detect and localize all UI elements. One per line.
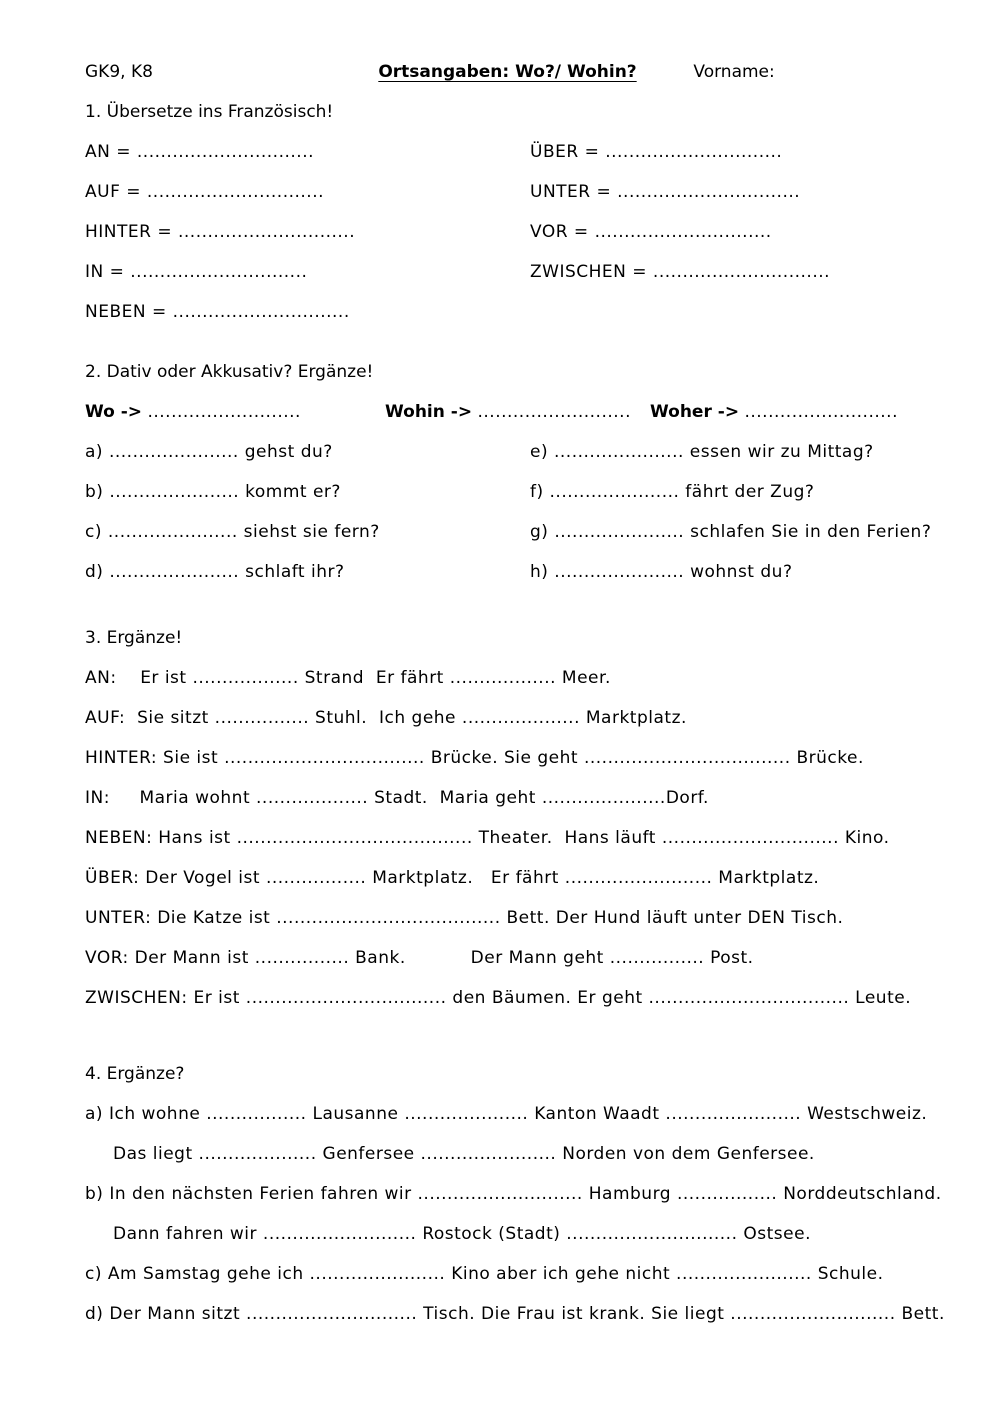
item-e: e) ...................... essen wir zu Mittag? [530, 442, 874, 462]
translation-blank-vor: VOR = .............................. [530, 222, 772, 242]
translation-blank-in: IN = .............................. [85, 262, 308, 282]
section3-heading: 3. Ergänze! [85, 628, 183, 648]
prompt-wo-blank: .......................... [147, 402, 301, 422]
course-code: GK9, K8 [85, 62, 153, 82]
fill-line-zwischen: ZWISCHEN: Er ist .................................. den Bäumen. Er geht .................................. Leute. [85, 988, 912, 1008]
fill-line-neben: NEBEN: Hans ist ........................................ Theater. Hans läuft .............................. Kino. [85, 828, 890, 848]
translation-blank-ueber: ÜBER = .............................. [530, 142, 783, 162]
item-f: f) ...................... fährt der Zug? [530, 482, 815, 502]
prompt-woher [650, 392, 930, 432]
section1-heading: 1. Übersetze ins Französisch! [85, 102, 334, 122]
prompt-wo-label: Wo -> [85, 402, 143, 422]
section1-translation-grid [85, 132, 930, 332]
sentence-b: b) In den nächsten Ferien fahren wir ............................ Hamburg ................. Norddeutschland. [85, 1184, 942, 1204]
item-g: g) ...................... schlafen Sie in den Ferien? [530, 522, 932, 542]
item-b: b) ...................... kommt er? [85, 482, 341, 502]
fill-line-unter: UNTER: Die Katze ist ...................................... Bett. Der Hund läuft unter DEN Tisch. [85, 908, 844, 928]
sentence-b-continued: Dann fahren wir .......................... Rostock (Stadt) ............................. Ostsee. [113, 1224, 811, 1244]
item-d: d) ...................... schlaft ihr? [85, 562, 345, 582]
page-title: Ortsangaben: Wo?/ Wohin? [378, 62, 637, 82]
section3-lines [85, 658, 930, 1018]
name-label: Vorname: [693, 62, 775, 82]
translation-blank-zwischen: ZWISCHEN = .............................. [530, 262, 831, 282]
sentence-c: c) Am Samstag gehe ich ....................... Kino aber ich gehe nicht ....................... Schule. [85, 1264, 884, 1284]
section4-heading: 4. Ergänze? [85, 1064, 185, 1084]
prompt-woher-label: Woher -> [650, 402, 740, 422]
fill-line-ueber: ÜBER: Der Vogel ist ................. Marktplatz. Er fährt ......................... Marktplatz. [85, 868, 820, 888]
sentence-a: a) Ich wohne ................. Lausanne ..................... Kanton Waadt ....................... Westschweiz. [85, 1104, 928, 1124]
item-h: h) ...................... wohnst du? [530, 562, 793, 582]
fill-line-in: IN: Maria wohnt ................... Stadt. Maria geht .....................Dorf. [85, 788, 709, 808]
header [85, 52, 930, 92]
item-c: c) ...................... siehst sie fern? [85, 522, 380, 542]
prompt-wo [85, 392, 385, 432]
translation-blank-unter: UNTER = ............................... [530, 182, 801, 202]
section2-prompts [85, 392, 930, 432]
section2-heading: 2. Dativ oder Akkusativ? Ergänze! [85, 362, 374, 382]
fill-line-vor: VOR: Der Mann ist ................ Bank. Der Mann geht ................ Post. [85, 948, 754, 968]
prompt-woher-blank: .......................... [744, 402, 898, 422]
translation-blank-neben: NEBEN = .............................. [85, 302, 350, 322]
empty-cell [530, 292, 930, 332]
fill-line-auf: AUF: Sie sitzt ................ Stuhl. Ich gehe .................... Marktplatz. [85, 708, 687, 728]
prompt-wohin-label: Wohin -> [385, 402, 473, 422]
translation-blank-an: AN = .............................. [85, 142, 315, 162]
fill-line-hinter: HINTER: Sie ist .................................. Brücke. Sie geht ................................... Brücke. [85, 748, 864, 768]
sentence-d: d) Der Mann sitzt ............................. Tisch. Die Frau ist krank. Sie liegt ............................ Bett. [85, 1304, 945, 1324]
fill-line-an: AN: Er ist .................. Strand Er fährt .................. Meer. [85, 668, 611, 688]
prompt-wohin [385, 392, 650, 432]
section4-lines [85, 1094, 945, 1334]
prompt-wohin-blank: .......................... [477, 402, 631, 422]
translation-blank-hinter: HINTER = .............................. [85, 222, 356, 242]
item-a: a) ...................... gehst du? [85, 442, 333, 462]
sentence-a-continued: Das liegt .................... Genfersee ....................... Norden von dem Genfersee. [113, 1144, 815, 1164]
translation-blank-auf: AUF = .............................. [85, 182, 325, 202]
section2-items-grid [85, 432, 930, 592]
